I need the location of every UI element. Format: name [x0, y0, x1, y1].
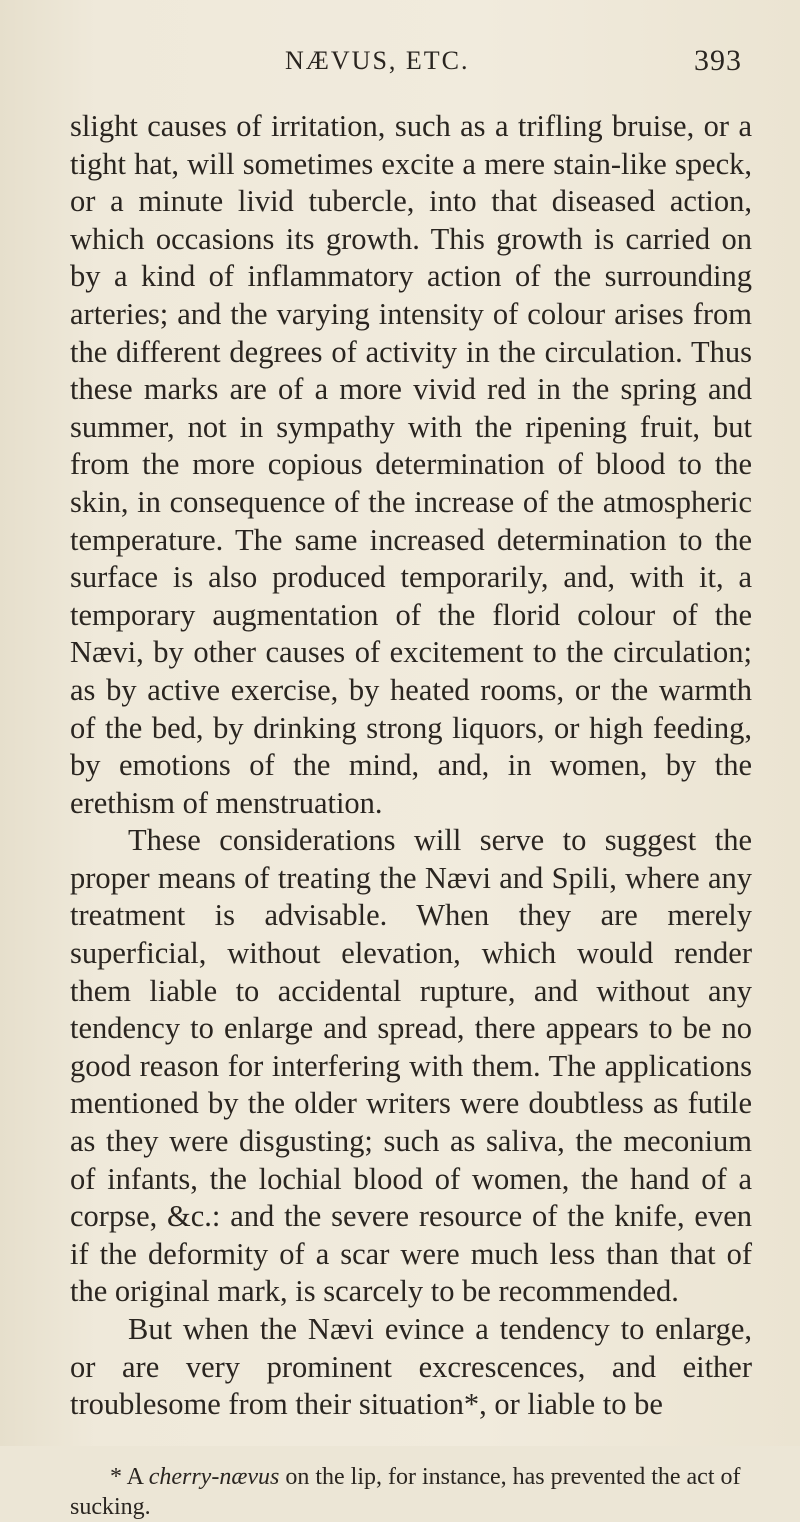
running-head: [70, 42, 752, 92]
footnote-marker: * A: [110, 1463, 149, 1490]
running-title: NÆVUS, ETC.: [285, 46, 470, 75]
paragraph-treatment: These considerations will serve to suggest the proper means of treating the Nævi and Spili, where any treatment is advisable. When they are merely superficial, without elevation, which would render them liable to accidental rupture, and without any tendency to enlarge and spread, there appears to be no good reason for interfering with them. The applications mentioned by the older writers were doubtless as futile as they were disgusting; such as saliva, the meconium of infants, the lochial blood of women, the hand of a corpse, &c.: and the severe resource of the knife, even if the deformity of a scar were much less than that of the original mark, is scarcely to be recommended.: [70, 823, 752, 1309]
footnote-term: cherry-nævus: [148, 1463, 280, 1490]
page-number: 393: [694, 44, 742, 77]
paragraph-enlarge: But when the Nævi evince a tendency to enlarge, or are very prominent excrescences, and either troublesome from their situation*, or liable to be: [70, 1312, 752, 1422]
body-text: [70, 108, 752, 1424]
footnote: [70, 1462, 752, 1522]
footnote-text: on the lip, for instance, has prevented the act of sucking.: [70, 1463, 741, 1520]
paragraph-continued: slight causes of irritation, such as a trifling bruise, or a tight hat, will sometimes excite a mere stain-like speck, or a minute livid tubercle, into that diseased action, which occasions its growth. This growth is carried on by a kind of inflammatory action of the surrounding arteries; and the varying intensity of colour arises from the different degrees of activity in the circulation. Thus these marks are of a more vivid red in the spring and summer, not in sympathy with the ripening fruit, but from the more copious determination of blood to the skin, in consequence of the increase of the atmospheric temperature. The same increased determination to the surface is also produced temporarily, and, with it, a temporary augmentation of the florid colour of the Nævi, by other causes of excitement to the circulation; as by active exercise, by heated rooms, or the warmth of the bed, by drinking strong liquors, or high feeding, by emotions of the mind, and, in women, by the erethism of menstruation.: [70, 109, 752, 820]
